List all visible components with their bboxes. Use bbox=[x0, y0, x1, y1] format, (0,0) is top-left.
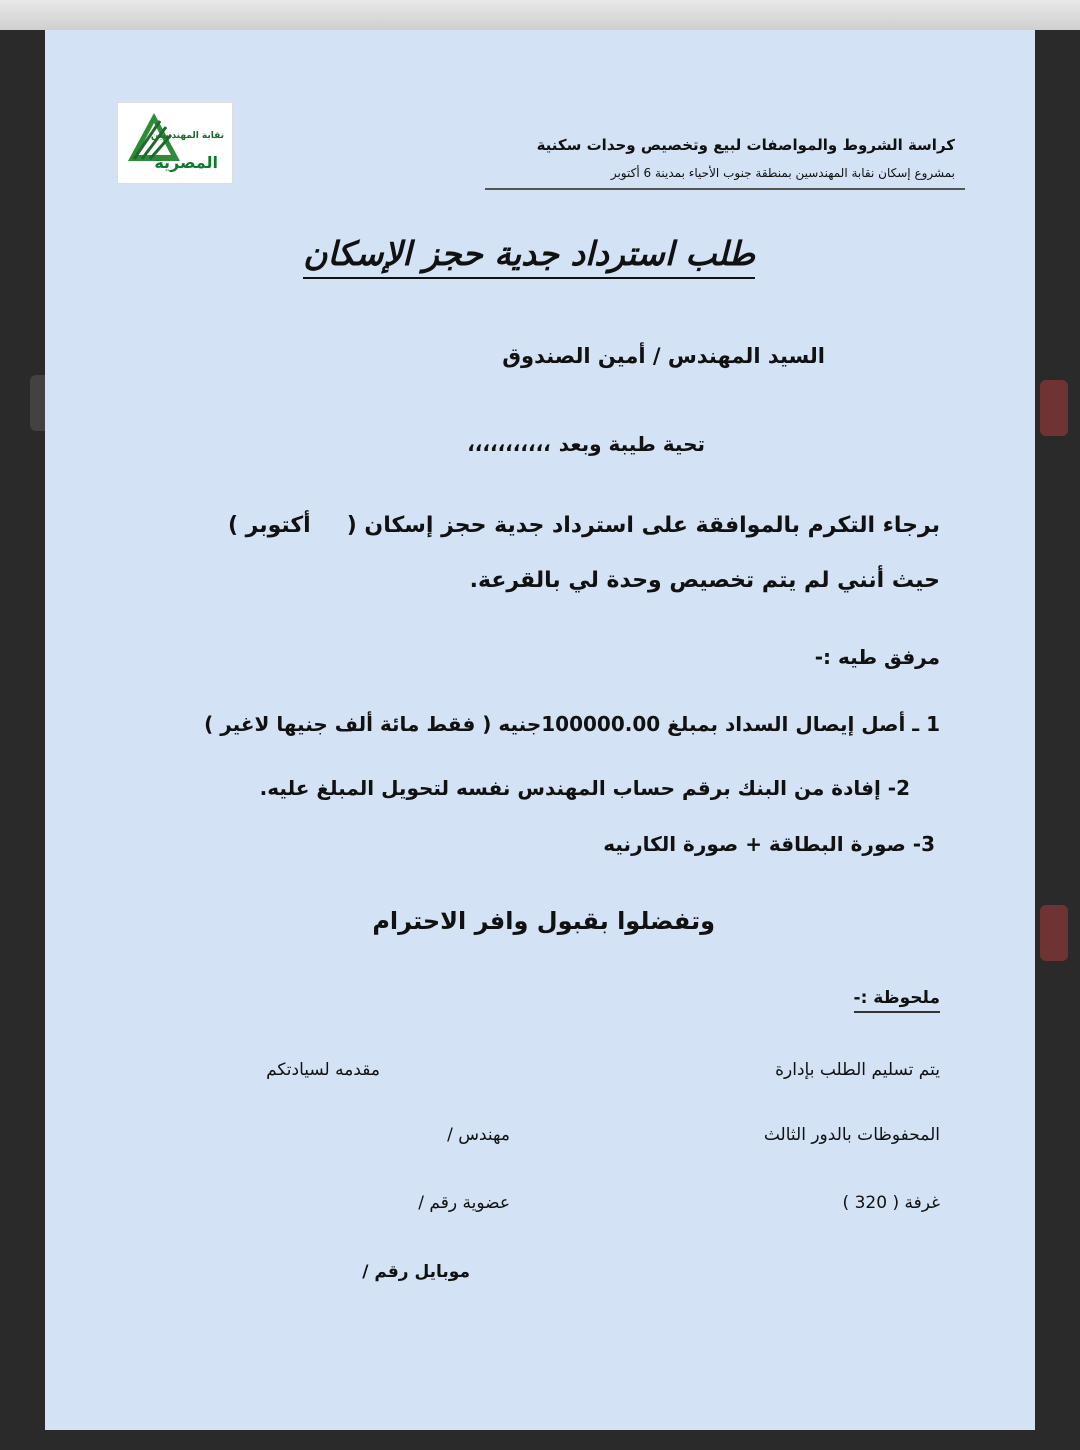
note-label: ملحوظة :- bbox=[854, 988, 940, 1013]
note-line-3: غرفة ( 320 ) bbox=[842, 1193, 940, 1213]
document-page bbox=[45, 30, 1035, 1430]
addressee: السيد المهندس / أمين الصندوق bbox=[502, 344, 825, 368]
attachment-item-3: 3- صورة البطاقة + صورة الكارنيه bbox=[603, 832, 935, 856]
closing-line: وتفضلوا بقبول وافر الاحترام bbox=[372, 907, 715, 935]
note-line-1: يتم تسليم الطلب بإدارة bbox=[775, 1060, 940, 1080]
mobile-label: موبايل رقم / bbox=[362, 1262, 470, 1282]
logo-top-text: نقابة المهندسين bbox=[150, 131, 224, 141]
viewer-top-strip bbox=[0, 0, 1080, 30]
submitted-by-label: مقدمه لسيادتكم bbox=[266, 1060, 380, 1080]
page-title: طلب استرداد جدية حجز الإسكان bbox=[303, 234, 755, 279]
attachment-item-2: 2- إفادة من البنك برقم حساب المهندس نفسه لتحويل المبلغ عليه. bbox=[259, 776, 910, 800]
attachments-label: مرفق طيه :- bbox=[814, 645, 940, 669]
engineer-label: مهندس / bbox=[447, 1125, 510, 1145]
header-line-2: بمشروع إسكان نقابة المهندسين بمنطقة جنوب الأحياء بمدينة 6 أكتوبر bbox=[610, 166, 955, 180]
greeting bbox=[467, 432, 705, 456]
request-paragraph-line-1 bbox=[228, 513, 940, 538]
note-line-2: المحفوظات بالدور الثالث bbox=[763, 1125, 940, 1145]
header-line-1: كراسة الشروط والمواصفات لبيع وتخصيص وحدات سكنية bbox=[536, 136, 955, 154]
membership-label: عضوية رقم / bbox=[418, 1193, 510, 1213]
greeting-text: تحية طيبة وبعد bbox=[558, 432, 705, 456]
syndicate-logo bbox=[117, 102, 233, 184]
logo-bottom-text: المصرية bbox=[154, 153, 218, 172]
viewer-side-button-bottom[interactable] bbox=[1040, 905, 1068, 961]
para1-end: أكتوبر ) bbox=[227, 513, 311, 538]
attachment-item-1: 1 ـ أصل إيصال السداد بمبلغ 100000.00جنيه ( فقط مائة ألف جنيها لاغير ) bbox=[204, 712, 940, 736]
para1-start: برجاء التكرم بالموافقة على استرداد جدية حجز إسكان ( bbox=[346, 513, 940, 538]
header-divider bbox=[485, 188, 965, 190]
request-paragraph-line-2: حيث أنني لم يتم تخصيص وحدة لي بالقرعة. bbox=[469, 568, 940, 593]
greeting-dots: ،،،،،،،،،،، bbox=[467, 432, 551, 456]
viewer-side-button-top[interactable] bbox=[1040, 380, 1068, 436]
